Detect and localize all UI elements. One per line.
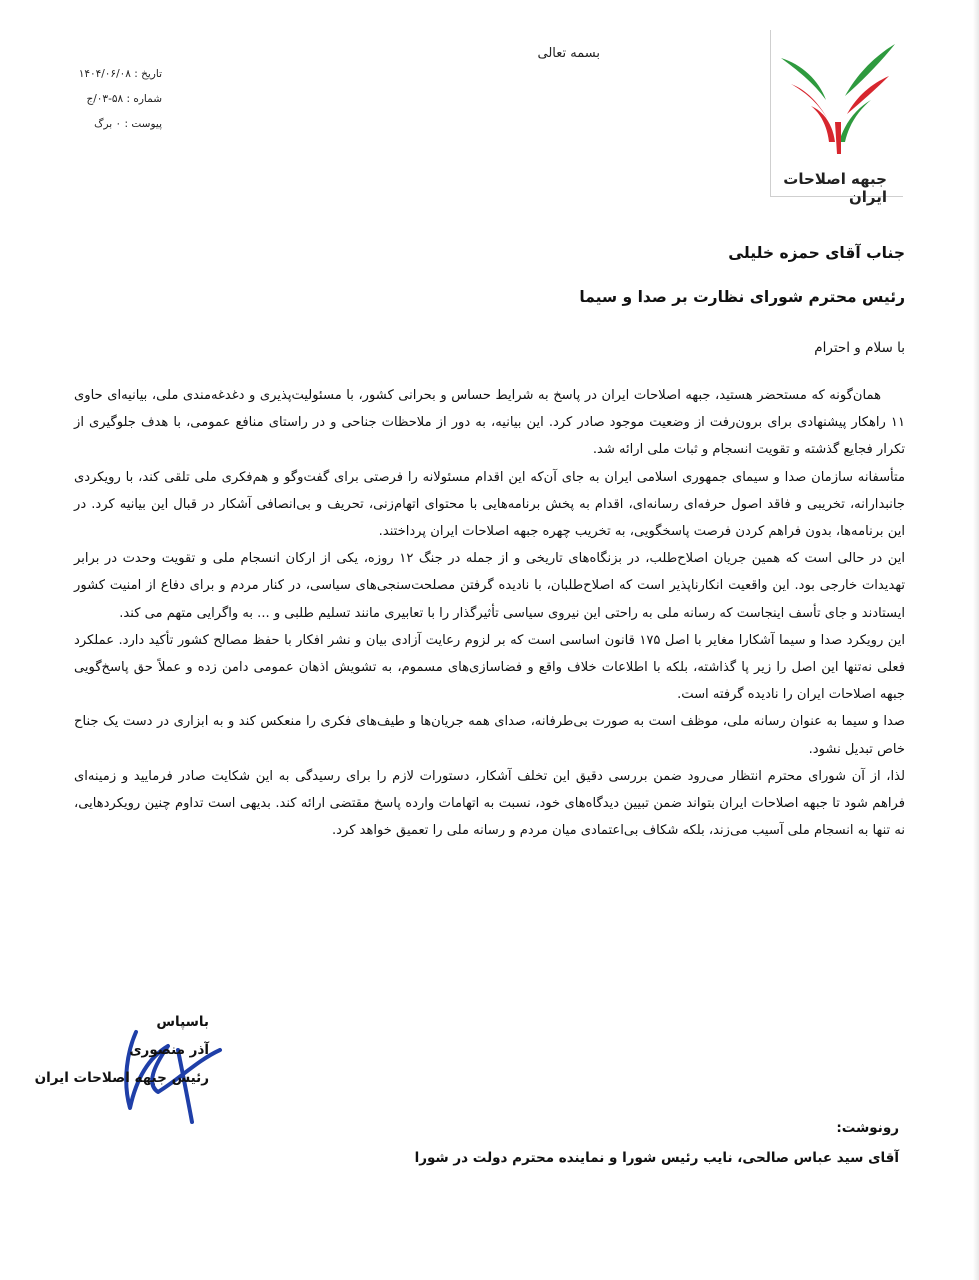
signature-block (34, 1008, 209, 1092)
body-paragraph: متأسفانه سازمان صدا و سیمای جمهوری اسلامی ایران به جای آن‌که این اقدام مسئولانه را فرصتی برای گفت‌وگو و هم‌فکری ملی تلقی کند، با رویکردی جانبدارانه، تخریبی و فاقد اصول حرفه‌ای رسانه‌ای، اقدام به پخش برنامه‌هایی با محتوای اتهام‌زنی، تحریف و بی‌انصافی آشکار در قبال این بیانیه کرد. در این برنامه‌ها، بدون فراهم کردن فرصت پاسخگویی، به تخریب چهره جبهه اصلاحات ایران پرداختند. (74, 469, 905, 540)
cc-recipient: آقای سید عباس صالحی، نایب رئیس شورا و نماینده محترم دولت در شورا (414, 1150, 899, 1166)
signatory-name: آذر منصوری (129, 1042, 209, 1058)
body-paragraph: صدا و سیما به عنوان رسانه ملی، موظف است به صورت بی‌طرفانه، صدای همه جریان‌ها و طیف‌های فکری را منعکس کند و به ابزاری در دست یک جناح خاص تبدیل نشود. (74, 714, 905, 757)
logo-frame (770, 30, 903, 206)
body-paragraph: این در حالی است که همین جریان اصلاح‌طلب، در بزنگاه‌های تاریخی و از جمله در جنگ ۱۲ روزه، یکی از ارکان انسجام ملی و تقویت وحدت در برابر تهدیدات خارجی بود. این واقعیت انکارناپذیر است که اصلاح‌طلبان، با نادیده گرفتن مصلحت‌سنجی‌های سیاسی، در کنار مردم و برای دفاع از امنیت کشور ایستادند و جای تأسف اینجاست که رسانه ملی به راحتی این نیروی سیاسی تأثیرگذار را با تعابیری مانند تسلیم طلبی و ... به واگرایی متهم می کند. (74, 551, 905, 621)
body-paragraph: لذا، از آن شورای محترم انتظار می‌رود ضمن بررسی دقیق این تخلف آشکار، دستورات لازم را برای رسیدگی به این شکایت صادر فرمایید و زمینه‌ای فراهم شود تا جبهه اصلاحات ایران بتواند ضمن تبیین دیدگاه‌های خود، نسبت به اتهامات وارده پاسخ مقتضی ارائه کند. بدیهی است تداوم چنین رویکردهایی، نه تنها به انسجام ملی آسیب می‌زند، بلکه شکاف بی‌اعتمادی میان مردم و رسانه ملی را تعمیق خواهد کرد. (74, 768, 905, 839)
cc-label: رونوشت: (836, 1120, 899, 1136)
reform-front-logo-icon (771, 30, 903, 170)
body-paragraph: این رویکرد صدا و سیما آشکارا مغایر با اصل ۱۷۵ قانون اساسی است که بر لزوم رعایت آزادی بیان و نشر افکار با حفظ مصالح کشور تأکید دارد. عملکرد فعلی نه‌تنها این اصل را زیر پا گذاشته، بلکه با اطلاعات خلاف واقع و فضاسازی‌های مسموم، به تشویش اذهان عمومی دامن زده و عملاً حق پاسخ‌گویی جبهه اصلاحات ایران را نادیده گرفته است. (74, 632, 905, 703)
letter-attachment: پیوست : ۰ برگ (94, 118, 162, 130)
letter-meta (40, 62, 162, 137)
addressee-name: جناب آقای حمزه خلیلی (728, 244, 905, 262)
logo-wordmark: جبهه اصلاحات ایران (783, 170, 887, 206)
letter-body (74, 382, 905, 844)
body-paragraph: همان‌گونه که مستحضر هستید، جبهه اصلاحات ایران در پاسخ به شرایط حساس و بحرانی کشور، با مسئولیت‌پذیری و دغدغه‌مندی ملی، بیانیه‌ای حاوی ۱۱ راهکار پیشنهادی برای برون‌رفت از وضعیت موجود صادر کرد. این بیانیه، به دور از ملاحظات جناحی و در راستای منافع عمومی، با هدف جلوگیری از تکرار فجایع گذشته و تقویت انسجام و ثبات ملی ارائه شد. (74, 388, 905, 458)
signatory-position: رئیس جبهه اصلاحات ایران (34, 1070, 209, 1086)
signature-closing: باسپاس (156, 1014, 209, 1030)
greeting: با سلام و احترام (814, 340, 905, 356)
letter-date: تاریخ : ۱۴۰۴/۰۶/۰۸ (78, 68, 162, 80)
letter-number: شماره : ۵۸-۰۳/ج (86, 93, 162, 105)
page-edge (973, 0, 979, 1280)
addressee-title: رئیس محترم شورای نظارت بر صدا و سیما (579, 288, 905, 306)
invocation-header: بسمه تعالی (537, 46, 600, 61)
